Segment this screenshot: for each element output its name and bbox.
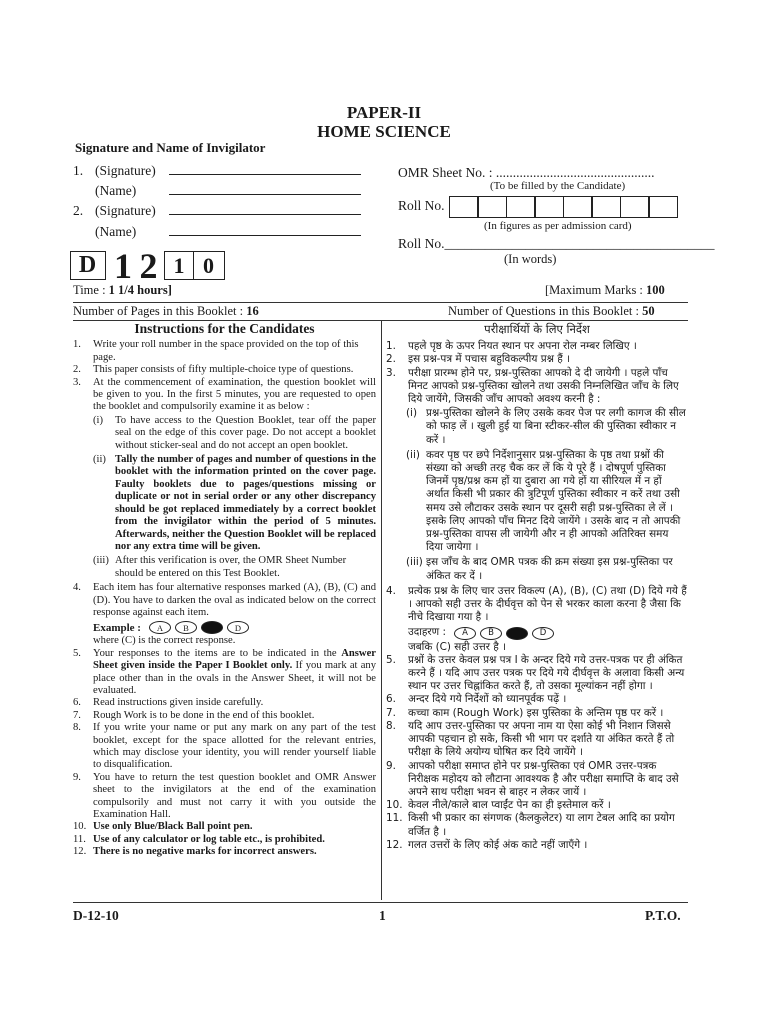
list-item: 4. प्रत्येक प्रश्न के लिए चार उत्तर विकल्प (A), (B), (C) तथा (D) दिये गये हैं । आपको सही उत्तर के दीर्घवृत्त को पेन से भरकर काला करना है जैसा कि नीचे दिखाया गया है ।: [386, 584, 687, 624]
roll-words-note: (In words): [504, 252, 557, 266]
list-item: 6. अन्दर दिये गये निर्देशों को ध्यानपूर्वक पढ़ें ।: [386, 693, 567, 706]
oval-d: D: [532, 627, 554, 640]
list-item: (i) प्रश्न-पुस्तिका खोलने के लिए उसके कवर पेज पर लगी कागज की सील को फाड़ लें । खुली हुई या बिना स्टीकर-सील की पुस्तिका स्वीकार न करें ।: [406, 407, 686, 446]
hindi-example-block: उदाहरण : A B D जबकि (C) सही उत्तर है ।: [386, 626, 688, 653]
list-item: 12. गलत उत्तरों के लिए कोई अंक काटे नहीं जाएँगे ।: [386, 838, 588, 851]
hindi-heading: परीक्षार्थियों के लिए निर्देश: [484, 322, 590, 336]
divider-top: [73, 302, 688, 303]
oval-c-filled: [201, 621, 223, 634]
list-item: 8. If you write your name or put any mark on any part of the test booklet, except for the space allotted for the relevant entries, which may disclose your identity, you will render yourself liable to disqualification.: [73, 722, 376, 771]
list-item: 1. Write your roll number in the space provided on the top of this page.: [73, 339, 359, 363]
subject-title: HOME SCIENCE: [317, 122, 451, 141]
list-item: 5. प्रश्नों के उत्तर केवल प्रश्न पत्र I के अन्दर दिये गये उत्तर-पत्रक पर ही अंकित करने हैं । यदि आप उत्तर पत्रक पर दिये गये दीर्घवृत्त के अलावा किसी अन्य स्थान पर उत्तर चिह्नांकित करते हैं, तो उसका मूल्यांकन नहीं होगा ।: [386, 653, 685, 693]
roll-number-label: Roll No.: [398, 198, 445, 213]
list-item: 11. किसी भी प्रकार का संगणक (कैलकुलेटर) या लाग टेबल आदि का प्रयोग वर्जित है ।: [386, 812, 675, 838]
list-item: 12. There is no negative marks for incorrect answers.: [73, 846, 317, 858]
list-item: 11. Use of any calculator or log table etc., is prohibited.: [73, 833, 325, 845]
list-item: 7. कच्चा काम (Rough Work) इस पुस्तिका के अन्तिम पृष्ठ पर करें ।: [386, 706, 664, 719]
oval-a: A: [149, 621, 171, 634]
english-instructions: [73, 322, 376, 859]
list-item: 8. यदि आप उत्तर-पुस्तिका पर अपना नाम या ऐसा कोई भी निशान जिससे आपकी पहचान हो सके, किसी भी भाग पर दर्शाते या अंकित करते हैं तो परीक्षा के लिये अयोग्य घोषित कर दिये जायेंगे ।: [386, 719, 675, 759]
column-divider: [381, 320, 382, 900]
example-block: Example : A B D where (C) is the correct response.: [73, 621, 376, 647]
oval-b: B: [175, 621, 197, 634]
invigilator-signature-1[interactable]: 1. (Signature): [73, 163, 361, 179]
divider-footer: [73, 902, 688, 903]
time-allowed: Time : 1 1/4 hours]: [73, 283, 172, 297]
oval-b: B: [480, 627, 502, 640]
roll-number-words-field[interactable]: Roll No.________________________________________: [398, 236, 715, 251]
list-item: (i) To have access to the Question Booklet, tear off the paper seal on the edge of this cover page. Do not accept a booklet without sticker-seal and do not accept an open booklet.: [93, 414, 376, 451]
invigilator-name-2[interactable]: (Name): [73, 224, 361, 240]
oval-c-filled: [506, 627, 528, 640]
pto-label: P.T.O.: [645, 908, 681, 923]
omr-sheet-number-field[interactable]: OMR Sheet No. : ...............................................: [398, 165, 655, 180]
list-item: (iii) इस जाँच के बाद OMR पत्रक की क्रम संख्या इस प्रश्न-पुस्तिका पर अंकित कर दें ।: [406, 556, 673, 582]
list-item: 3. At the commencement of examination, the question booklet will be given to you. In the first 5 minutes, you are requested to open the booklet and compulsorily examine it as below :: [73, 376, 376, 413]
maximum-marks: [Maximum Marks : 100: [545, 283, 665, 297]
list-item: 2. इस प्रश्न-पत्र में पचास बहुविकल्पीय प्रश्न हैं ।: [386, 353, 571, 366]
list-item: 9. You have to return the test question booklet and OMR Answer sheet to the invigilators at the end of the examination compulsorily and must not carry it with you outside the Examination Hall.: [73, 771, 376, 821]
list-item: 1. पहले पृष्ठ के ऊपर नियत स्थान पर अपना रोल नम्बर लिखिए ।: [386, 340, 637, 353]
footer-code: D-12-10: [73, 908, 119, 923]
roll-number-boxes[interactable]: [450, 196, 678, 218]
english-heading: Instructions for the Candidates: [134, 321, 315, 336]
booklet-code: D 1 2 1 0: [71, 251, 225, 280]
list-item: (ii) Tally the number of pages and number of questions in the booklet with the information printed on the cover page. Faulty booklets due to pages/questions missing or duplicate or not in serial order or any other discrepancy should be got replaced immediately by a correct booklet from the invigilator within the period of 5 minutes. Afterwards, neither the Question Booklet will be replaced nor any extra time will be given.: [93, 454, 376, 552]
oval-a: A: [454, 627, 476, 640]
list-item: (ii) कवर पृष्ठ पर छपे निर्देशानुसार प्रश्न-पुस्तिका के पृष्ठ तथा प्रश्नों की संख्या को अच्छी तरह चैक कर लें कि ये पूरे हैं । दोषपूर्ण पुस्तिका जिनमें पृष्ठ/प्रश्न कम हों या दुबारा आ गये हों या सीरियल में न हों अर्थात किसी भी प्रकार की त्रुटिपूर्ण पुस्तिका स्वीकार न करें तथा उसी समय उसे लौटाकर उसके स्थान पर दूसरी सही प्रश्न-पुस्तिका ले लें । इसके लिए आपको पाँच मिनट दिये जायेंगे । उसके बाद न तो आपकी प्रश्न-पुस्तिका वापस ली जायेगी और न ही आपको अतिरिक्त समय दिया जायेगा ।: [406, 448, 681, 554]
pages-count: Number of Pages in this Booklet : 16: [73, 304, 259, 318]
paper-number: PAPER-II: [346, 103, 422, 122]
list-item: 9. आपको परीक्षा समाप्त होने पर प्रश्न-पुस्तिका एवं OMR उत्तर-पत्रक निरीक्षक महोदय को लौटाना आवश्यक है और परीक्षा समाप्ति के बाद उसे अपने साथ परीक्षा भवन से बाहर न लेकर जायें ।: [386, 759, 679, 798]
list-item: (iii) After this verification is over, the OMR Sheet Number should be entered on this Test Booklet.: [93, 555, 347, 579]
list-item: 2. This paper consists of fifty multiple-choice type of questions.: [73, 364, 354, 376]
roll-figures-note: (In figures as per admission card): [484, 220, 632, 232]
list-item: 10. केवल नीले/काले बाल प्वाईंट पेन का ही इस्तेमाल करें ।: [386, 799, 611, 812]
questions-count: Number of Questions in this Booklet : 50: [448, 304, 655, 318]
page-number: 1: [379, 908, 386, 923]
oval-d: D: [227, 621, 249, 634]
omr-note: (To be filled by the Candidate): [490, 180, 626, 192]
list-item: 7. Rough Work is to be done in the end of this booklet.: [73, 709, 315, 721]
invigilator-title: Signature and Name of Invigilator: [75, 140, 266, 155]
invigilator-name-1[interactable]: (Name): [73, 183, 361, 199]
list-item: 3. परीक्षा प्रारम्भ होने पर, प्रश्न-पुस्तिका आपको दे दी जायेगी । पहले पाँच मिनट आपको प्रश्न-पुस्तिका खोलने तथा उसकी निम्नलिखित जाँच के लिए दिये जायेंगे, जिसकी जाँच आपको अवश्य करनी है :: [386, 366, 679, 406]
invigilator-signature-2[interactable]: 2. (Signature): [73, 203, 361, 219]
list-item: 4. Each item has four alternative responses marked (A), (B), (C) and (D). You have to darken the oval as indicated below on the correct response against each item.: [73, 582, 376, 618]
hindi-instructions: [386, 322, 688, 852]
list-item: 10. Use only Blue/Black Ball point pen.: [73, 821, 253, 833]
list-item: 5. Your responses to the items are to be indicated in the Answer Sheet given inside the Paper I Booklet only. If you mark at any place other than in the ovals in the Answer Sheet, it will not be evaluated.: [73, 647, 376, 696]
list-item: 6. Read instructions given inside carefully.: [73, 697, 264, 709]
